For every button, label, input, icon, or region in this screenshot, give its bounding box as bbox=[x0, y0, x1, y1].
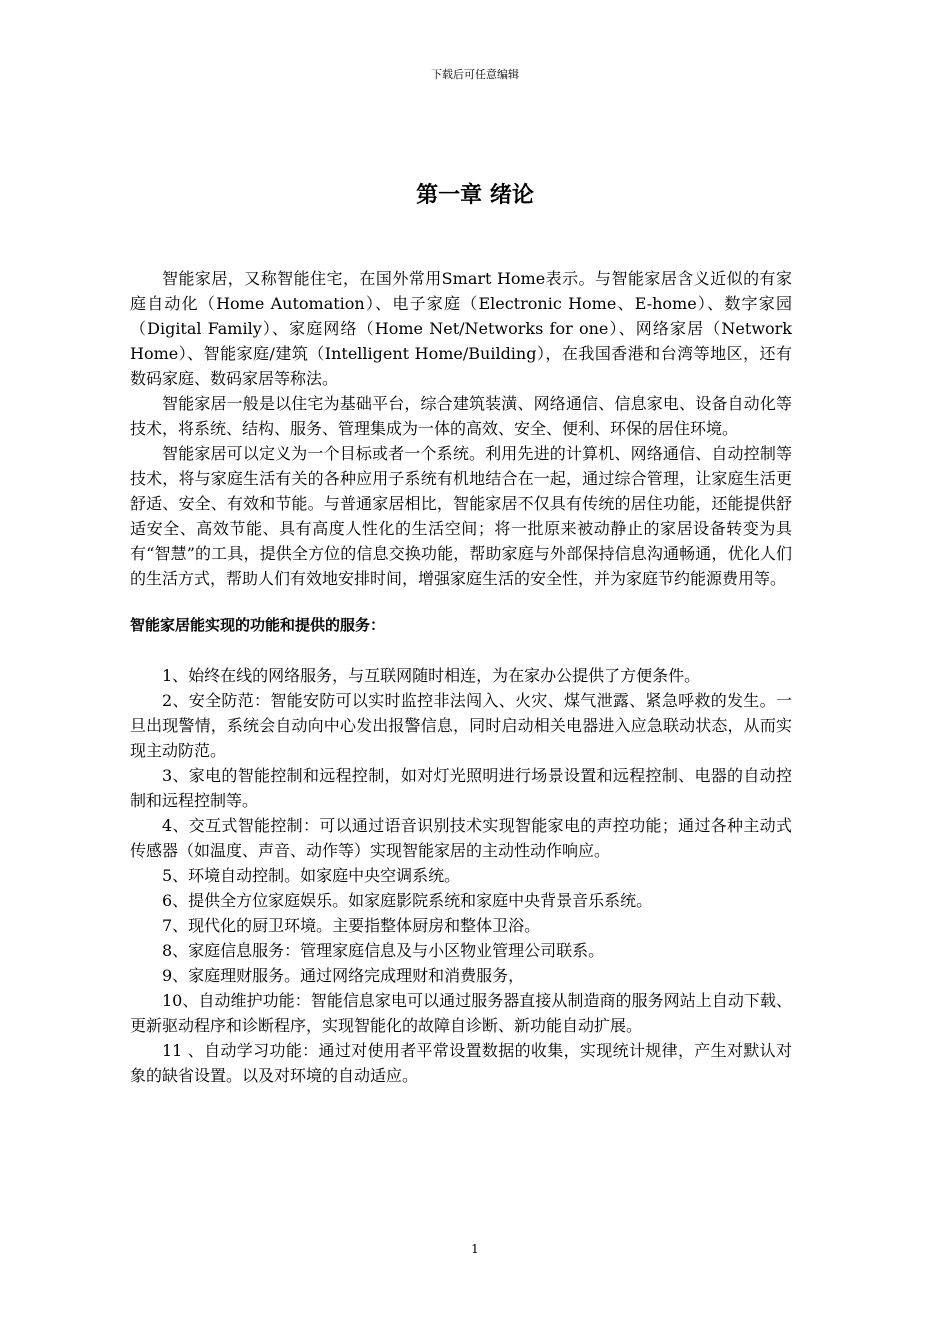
function-item-7: 7、现代化的厨卫环境。主要指整体厨房和整体卫浴。 bbox=[162, 916, 541, 935]
function-item-5: 5、环境自动控制。如家庭中央空调系统。 bbox=[162, 866, 461, 885]
chapter-title: 第一章 绪论 bbox=[416, 183, 534, 208]
document-body bbox=[130, 266, 792, 1088]
function-item-1: 1、始终在线的网络服务，与互联网随时相连，为在家办公提供了方便条件。 bbox=[162, 666, 701, 685]
intro-paragraph-2: 智能家居一般是以住宅为基础平台，综合建筑装潢、网络通信、信息家电、设备自动化等技术，将系统、结构、服务、管理集成为一体的高效、安全、便利、环保的居住环境。 bbox=[130, 394, 792, 438]
function-item-11: 11 、自动学习功能：通过对使用者平常设置数据的收集，实现统计规律，产生对默认对象的缺省设置。以及对环境的自动适应。 bbox=[130, 1041, 792, 1085]
function-item-4: 4、交互式智能控制：可以通过语音识别技术实现智能家电的声控功能；通过各种主动式传感器（如温度、声音、动作等）实现智能家居的主动性动作响应。 bbox=[130, 816, 792, 860]
intro-paragraph-1: 智能家居，又称智能住宅，在国外常用Smart Home表示。与智能家居含义近似的有家庭自动化（Home Automation）、电子家庭（Electronic Home、E-home）、数字家园（Digital Family）、家庭网络（Home Net/Networks for one）、网络家居（Network Home）、智能家庭/建筑（Intelligent Home/Building），在我国香港和台湾等地区，还有数码家庭、数码家居等称法。 bbox=[130, 269, 792, 388]
function-item-2: 2、安全防范：智能安防可以实时监控非法闯入、火灾、煤气泄露、紧急呼救的发生。一旦出现警情，系统会自动向中心发出报警信息，同时启动相关电器进入应急联动状态，从而实现主动防范。 bbox=[130, 691, 792, 760]
page-number: 1 bbox=[471, 1242, 479, 1256]
page-header-note: 下载后可任意编辑 bbox=[431, 68, 519, 81]
function-item-9: 9、家庭理财服务。通过网络完成理财和消费服务， bbox=[162, 966, 525, 985]
function-item-6: 6、提供全方位家庭娱乐。如家庭影院系统和家庭中央背景音乐系统。 bbox=[162, 891, 653, 910]
intro-paragraph-3: 智能家居可以定义为一个目标或者一个系统。利用先进的计算机、网络通信、自动控制等技术，将与家庭生活有关的各种应用子系统有机地结合在一起，通过综合管理，让家庭生活更舒适、安全、有效和节能。与普通家居相比，智能家居不仅具有传统的居住功能，还能提供舒适安全、高效节能、具有高度人性化的生活空间；将一批原来被动静止的家居设备转变为具有“智慧”的工具，提供全方位的信息交换功能，帮助家庭与外部保持信息沟通畅通，优化人们的生活方式，帮助人们有效地安排时间，增强家庭生活的安全性，并为家庭节约能源费用等。 bbox=[130, 444, 792, 588]
function-item-10: 10、自动维护功能：智能信息家电可以通过服务器直接从制造商的服务网站上自动下载、更新驱动程序和诊断程序，实现智能化的故障自诊断、新功能自动扩展。 bbox=[130, 991, 792, 1035]
section-heading: 智能家居能实现的功能和提供的服务： bbox=[130, 616, 386, 634]
function-item-3: 3、家电的智能控制和远程控制，如对灯光照明进行场景设置和远程控制、电器的自动控制和远程控制等。 bbox=[130, 766, 792, 810]
function-item-8: 8、家庭信息服务：管理家庭信息及与小区物业管理公司联系。 bbox=[162, 941, 605, 960]
